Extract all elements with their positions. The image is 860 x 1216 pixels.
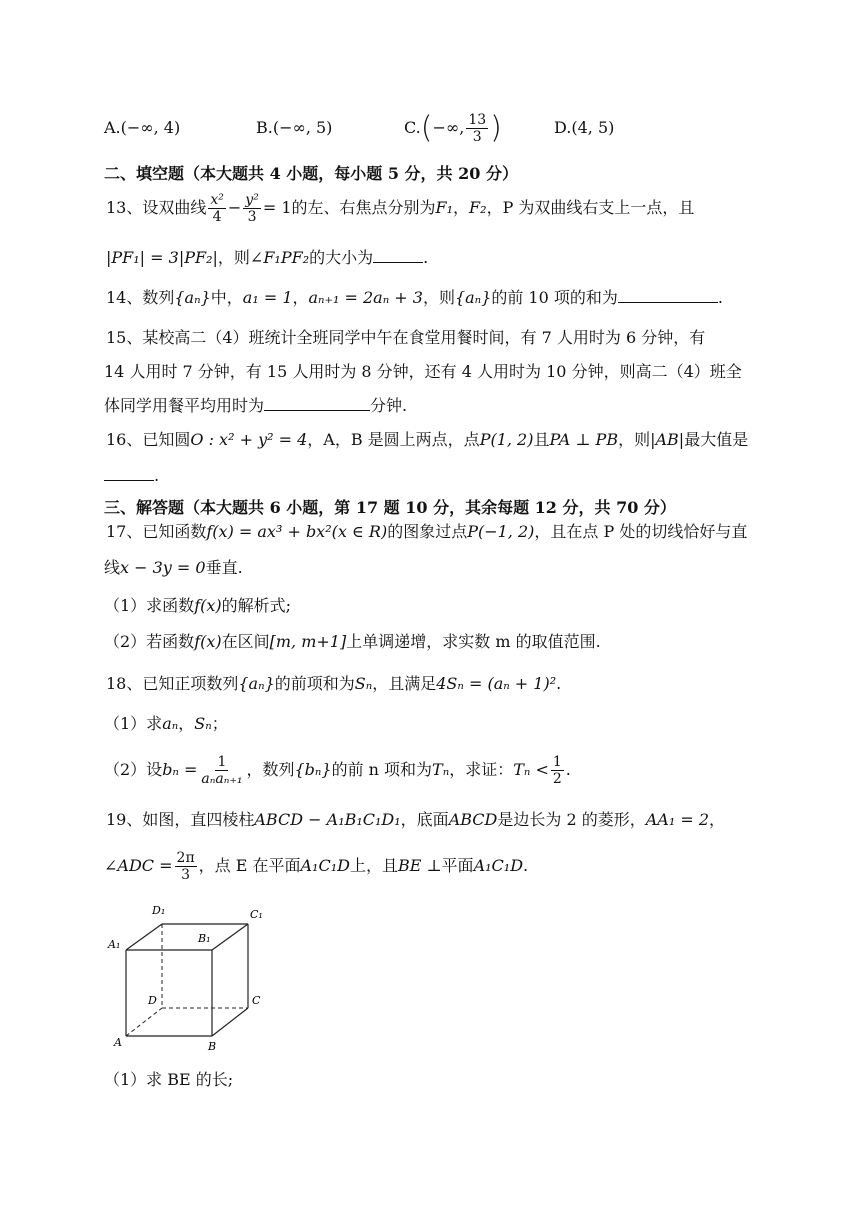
q13-ask: 的大小为 [309, 248, 374, 267]
q14-text-4: ，则 [422, 288, 455, 307]
option-c-letter: C. [404, 118, 421, 137]
q16-end: . [154, 466, 160, 485]
q16-point: P(1, 2) [479, 430, 534, 449]
question-19-part-1: （1）求 BE 的长; [104, 1070, 234, 1089]
q17-text-1: 17、已知函数 [106, 522, 207, 541]
q17-p1-fx: f(x) [194, 596, 222, 615]
q19-base: ABCD [448, 810, 498, 829]
question-17-part-2 [104, 630, 601, 654]
q16-text-1: 16、已知圆 [106, 430, 191, 449]
q19-angle-fraction [175, 850, 197, 883]
q17-function: f(x) = ax³ + bx²(x ∈ R) [206, 522, 388, 541]
q19-text-6: 上，且 [349, 856, 398, 875]
q16-text-5: 最大值是 [684, 430, 749, 449]
q17-text-3: ，且在点 P 处的切线恰好与直 [534, 522, 748, 541]
q13-f2: F₂ [469, 198, 487, 217]
q15-answer-blank[interactable] [264, 394, 370, 411]
question-17-part-1 [104, 594, 291, 618]
section-2-heading: 二、填空题（本大题共 4 小题，每小题 5 分，共 20 分） [104, 164, 518, 183]
option-b-letter: B. [256, 118, 273, 137]
q19-text-8: . [523, 856, 529, 875]
option-d-letter: D. [554, 118, 572, 137]
q18-p2-text-5: . [565, 760, 571, 779]
q13-angle: ∠F₁PF₂ [249, 248, 310, 267]
q14-text-5: 的前 10 项的和为 [491, 288, 618, 307]
q14-seq: {aₙ} [174, 288, 211, 307]
q13-f1: F₁ [435, 198, 454, 217]
question-18-line-1 [106, 672, 561, 696]
question-13-line-2 [106, 246, 428, 270]
q16-text-4: ，则 [618, 430, 651, 449]
question-19-line-1 [106, 808, 725, 832]
q17-text-5: 垂直. [205, 558, 243, 577]
q18-text-2: 的前项和为 [274, 674, 355, 693]
q18-p2-text-4: ，求证： [449, 760, 514, 779]
q19-text-4: ， [709, 810, 726, 829]
q17-p1-text-2: 的解析式; [221, 596, 292, 615]
q13-mid: 的左、右焦点分别为 [291, 198, 436, 217]
q13-condition: |PF₁| = 3|PF₂| [106, 248, 218, 267]
q18-p1-text-2: ， [178, 714, 195, 733]
prism-diagram [104, 900, 274, 1060]
section-3-heading: 三、解答题（本大题共 6 小题，第 17 题 10 分，其余每题 12 分，共 70 分） [104, 498, 676, 517]
q19-aa1: AA₁ = 2 [645, 810, 710, 829]
q13-prefix: 13、设双曲线 [106, 198, 207, 217]
label-b: B [208, 1040, 217, 1053]
q16-text-2: ，A，B 是圆上两点，点 [307, 430, 480, 449]
q13-answer-blank[interactable] [373, 246, 423, 263]
option-a-letter: A. [104, 118, 121, 137]
q17-p2-interval: [m, m+1] [269, 632, 347, 651]
q14-seq-2: {aₙ} [454, 288, 492, 307]
question-17-line-2 [104, 556, 243, 580]
q13-frac-1-num: x² [210, 192, 224, 208]
q13-minus: − [227, 198, 242, 217]
q17-p2-text-1: （2）若函数 [104, 632, 195, 651]
q13-end: . [423, 248, 429, 267]
q13-frac-1 [208, 192, 226, 225]
q14-text-1: 14、数列 [106, 288, 175, 307]
q14-answer-blank[interactable] [618, 286, 718, 303]
option-a [104, 116, 180, 140]
q18-p2-text-2: ，数列 [246, 760, 295, 779]
q17-point: P(−1, 2) [467, 522, 535, 541]
question-18-part-2 [104, 750, 571, 790]
q18-seq: {aₙ} [238, 674, 275, 693]
question-15-line-3 [104, 394, 407, 418]
q18-equation: 4Sₙ = (aₙ + 1)² [436, 674, 557, 693]
label-b1: B₁ [198, 932, 211, 945]
q17-line-eq: x − 3y = 0 [120, 558, 206, 577]
q18-half-den: 2 [552, 771, 562, 787]
option-b [256, 116, 332, 140]
q19-be: BE ⊥ [397, 856, 442, 875]
q18-p2-text-3: 的前 n 项和为 [331, 760, 433, 779]
q19-text-7: 平面 [441, 856, 474, 875]
q16-answer-blank[interactable] [104, 464, 154, 481]
q13-eq: = 1 [262, 198, 292, 217]
q13-frac-2-num: y² [245, 192, 259, 208]
q15-text: 体同学用餐平均用时为 [104, 396, 265, 415]
question-19-line-2 [104, 846, 528, 886]
option-d [554, 116, 614, 140]
q18-p1-text-3: ； [211, 714, 228, 733]
q19-angle: ∠ADC = [104, 856, 173, 875]
q18-p1-sn: Sₙ [194, 714, 212, 733]
label-c1: C₁ [250, 908, 263, 921]
q13-frac-2 [243, 192, 261, 225]
q18-half-fraction [551, 754, 564, 787]
q17-text-2: 的图象过点 [387, 522, 468, 541]
q19-angle-den: 3 [181, 867, 191, 883]
q18-p1-text-1: （1）求 [104, 714, 163, 733]
q18-text-1: 18、已知正项数列 [106, 674, 239, 693]
q14-recurrence: aₙ₊₁ = 2aₙ + 3 [308, 288, 423, 307]
q18-bseq: {bₙ} [294, 760, 332, 779]
q17-p1-text-1: （1）求函数 [104, 596, 195, 615]
q17-p2-fx: f(x) [194, 632, 222, 651]
option-b-value: (−∞, 5) [272, 118, 333, 137]
q19-prism: ABCD − A₁B₁C₁D₁ [254, 810, 401, 829]
option-c-den: 3 [472, 129, 482, 145]
q18-bn: bₙ = [162, 760, 198, 779]
question-18-part-1 [104, 712, 228, 736]
question-15-line-2: 14 人用时 7 分钟，有 15 人用时为 8 分钟，还有 4 人用时为 10 分钟，则高二（4）班全 [104, 362, 742, 381]
label-a: A [114, 1036, 122, 1049]
q19-plane: A₁C₁D [300, 856, 350, 875]
q13-frac-2-den: 3 [247, 209, 257, 225]
q18-bn-fraction [199, 754, 244, 787]
q16-text-3: 且 [533, 430, 550, 449]
question-16-line-2 [104, 464, 159, 488]
q16-perp: PA ⊥ PB [549, 430, 619, 449]
label-c: C [252, 994, 261, 1007]
label-d: D [148, 994, 157, 1007]
q14-text-2: 中， [210, 288, 243, 307]
q14-end: . [717, 288, 723, 307]
option-a-value: (−∞, 4) [120, 118, 181, 137]
q18-bn-num: 1 [217, 754, 227, 770]
option-c-fraction [466, 112, 488, 145]
q13-rest: ，P 为双曲线右支上一点，且 [486, 198, 695, 217]
q18-half-num: 1 [552, 754, 562, 770]
label-a1: A₁ [108, 938, 121, 951]
q18-text-3: ，且满足 [372, 674, 437, 693]
question-15-line-1: 15、某校高二（4）班统计全班同学中午在食堂用餐时间，有 7 人用时为 6 分钟，有 [106, 328, 706, 347]
q17-p2-text-2: 在区间 [221, 632, 270, 651]
q18-text-4: . [556, 674, 562, 693]
question-17-line-1 [106, 520, 747, 544]
q17-text-4: 线 [104, 558, 121, 577]
option-c-left: −∞, [432, 118, 465, 137]
q13-comma: ， [453, 198, 470, 217]
q19-text-1: 19、如图，直四棱柱 [106, 810, 255, 829]
q17-p2-text-3: 上单调递增，求实数 m 的取值范围. [346, 632, 601, 651]
q19-text-3: 是边长为 2 的菱形， [497, 810, 646, 829]
question-13-line-1 [106, 190, 694, 226]
q18-sn: Sₙ [354, 674, 373, 693]
q18-inequality: Tₙ < [513, 760, 549, 779]
q14-text-3: ， [292, 288, 309, 307]
q16-ab: |AB| [650, 430, 685, 449]
q19-text-2: ，底面 [400, 810, 449, 829]
q18-bn-den: aₙaₙ₊₁ [201, 771, 243, 787]
q19-angle-num: 2π [176, 850, 195, 866]
option-d-value: (4, 5) [571, 118, 615, 137]
label-d1: D₁ [152, 904, 166, 917]
q18-tn: Tₙ [432, 760, 450, 779]
option-c: C.(−∞, $\frac{13}{3}$ ) [404, 110, 502, 146]
q18-p1-an: aₙ [162, 714, 179, 733]
q13-then: ，则 [217, 248, 250, 267]
q18-p2-text-1: （2）设 [104, 760, 163, 779]
q19-text-5: ，点 E 在平面 [198, 856, 301, 875]
q19-plane-2: A₁C₁D [473, 856, 524, 875]
q16-circle: O : x² + y² = 4 [190, 430, 308, 449]
q13-frac-1-den: 4 [212, 209, 222, 225]
q15-unit: 分钟. [370, 396, 408, 415]
option-c-num: 13 [468, 112, 487, 128]
question-14 [106, 286, 723, 310]
prism-figure [104, 900, 274, 1060]
q14-a1: a₁ = 1 [242, 288, 293, 307]
question-16 [106, 428, 748, 452]
